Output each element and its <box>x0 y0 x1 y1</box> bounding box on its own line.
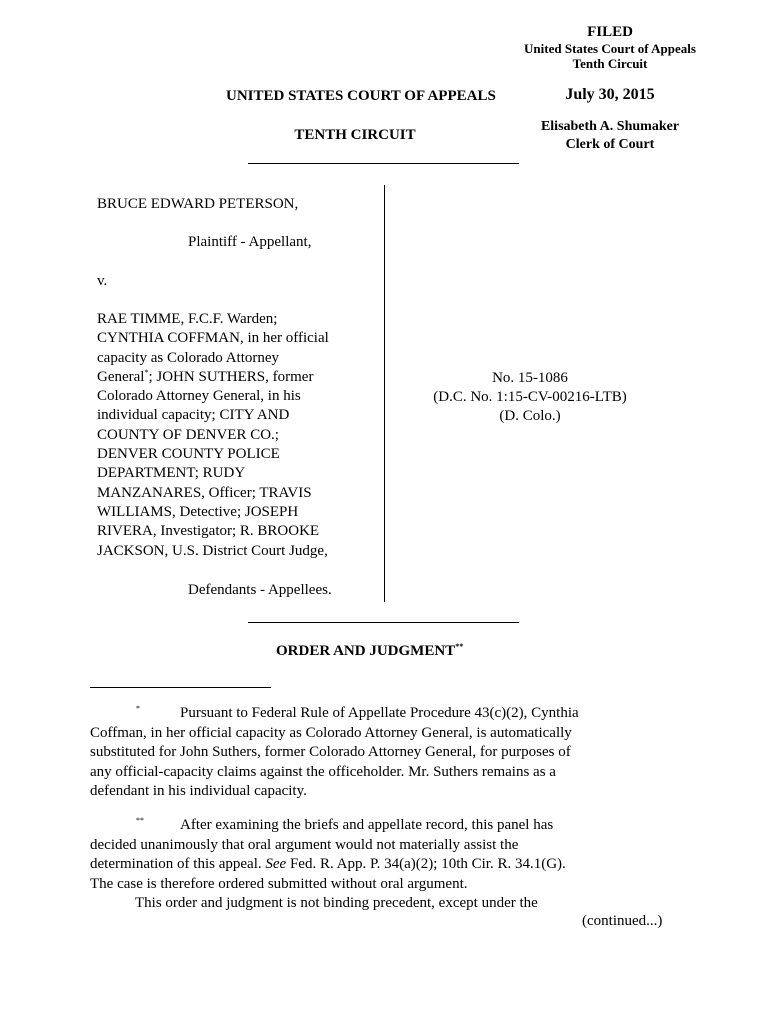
footnote-ref-1: * <box>144 367 149 377</box>
circuit-title: TENTH CIRCUIT <box>294 127 416 143</box>
footnote-line: defendant in his individual capacity. <box>90 783 307 799</box>
footnote-separator <box>90 687 271 688</box>
order-title-text: ORDER AND JUDGMENT <box>276 643 456 659</box>
footnote-line <box>90 894 690 914</box>
footnote-text: This order and judgment is not binding precedent, except under the <box>135 895 538 911</box>
defendant-line: RAE TIMME, F.C.F. Warden; <box>97 311 278 327</box>
defendants-list <box>97 310 367 561</box>
defendant-line-part: General <box>97 368 145 385</box>
defendant-line: COUNTY OF DENVER CO.; <box>97 426 279 443</box>
clerk-title: Clerk of Court <box>565 137 655 152</box>
stamp-circuit: Tenth Circuit <box>572 56 648 71</box>
footnote-text: determination of this appeal. <box>90 856 266 872</box>
district: (D. Colo.) <box>499 408 561 424</box>
defendant-line-part: ; JOHN SUTHERS, former <box>148 368 314 385</box>
footnote-text: Pursuant to Federal Rule of Appellate Procedure 43(c)(2), Cynthia <box>180 705 579 721</box>
defendant-line: WILLIAMS, Detective; JOSEPH <box>97 503 299 520</box>
filed-date: July 30, 2015 <box>565 86 655 103</box>
court-title: UNITED STATES COURT OF APPEALS <box>226 88 496 104</box>
footnote-line: The case is therefore ordered submitted without oral argument. <box>90 875 468 892</box>
footnote-line: any official-capacity claims against the officeholder. Mr. Suthers remains as a <box>90 763 556 780</box>
defendants-role: Defendants - Appellees. <box>188 582 332 598</box>
order-title <box>276 643 463 660</box>
footnote-line <box>90 855 690 875</box>
defendant-line <box>97 368 367 387</box>
defendant-line: JACKSON, U.S. District Court Judge, <box>97 542 328 559</box>
versus: v. <box>97 273 108 289</box>
footnote-line: * Pursuant to Federal Rule of Appellate Procedure 43(c)(2), Cynthia <box>136 704 579 721</box>
filed-label: FILED <box>587 24 633 40</box>
stamp-court: United States Court of Appeals <box>524 41 696 56</box>
dc-number: (D.C. No. 1:15-CV-00216-LTB) <box>433 389 627 405</box>
defendant-line: capacity as Colorado Attorney <box>97 349 280 366</box>
footnote-line: ** After examining the briefs and appellate record, this panel has <box>136 816 554 833</box>
defendant-line: DEPARTMENT; RUDY <box>97 465 246 482</box>
defendant-line: RIVERA, Investigator; R. BROOKE <box>97 523 320 540</box>
case-number-block <box>395 369 665 426</box>
defendant-line: CYNTHIA COFFMAN, in her official <box>97 330 329 347</box>
footnote-1 <box>90 704 690 802</box>
case-number: No. 15-1086 <box>492 370 568 386</box>
footnote-line: substituted for John Suthers, former Colorado Attorney General, for purposes of <box>90 744 571 760</box>
header-divider <box>248 163 519 164</box>
footnote-text: After examining the briefs and appellate record, this panel has <box>180 817 554 833</box>
footnote-text: Fed. R. App. P. 34(a)(2); 10th Cir. R. 34.1(G). <box>286 856 566 872</box>
plaintiff-role: Plaintiff - Appellant, <box>188 234 312 250</box>
clerk-block <box>500 118 720 154</box>
footnote-line: decided unanimously that oral argument would not materially assist the <box>90 836 519 853</box>
caption-divider <box>384 185 385 602</box>
defendant-line: individual capacity; CITY AND <box>97 407 290 424</box>
footnote-line: Coffman, in her official capacity as Colorado Attorney General, is automatically <box>90 724 572 741</box>
defendant-line: MANZANARES, Officer; TRAVIS <box>97 484 312 501</box>
clerk-name: Elisabeth A. Shumaker <box>540 119 680 134</box>
caption-bottom-divider <box>248 622 519 623</box>
filed-stamp <box>480 24 740 71</box>
footnote-citation-signal: See <box>265 856 287 872</box>
defendant-line: Colorado Attorney General, in his <box>97 388 301 405</box>
footnote-ref-2: ** <box>455 642 464 651</box>
continued-marker: (continued...) <box>582 913 663 929</box>
plaintiff-name: BRUCE EDWARD PETERSON, <box>97 196 299 212</box>
defendant-line: DENVER COUNTY POLICE <box>97 446 280 463</box>
footnote-2 <box>90 816 690 914</box>
